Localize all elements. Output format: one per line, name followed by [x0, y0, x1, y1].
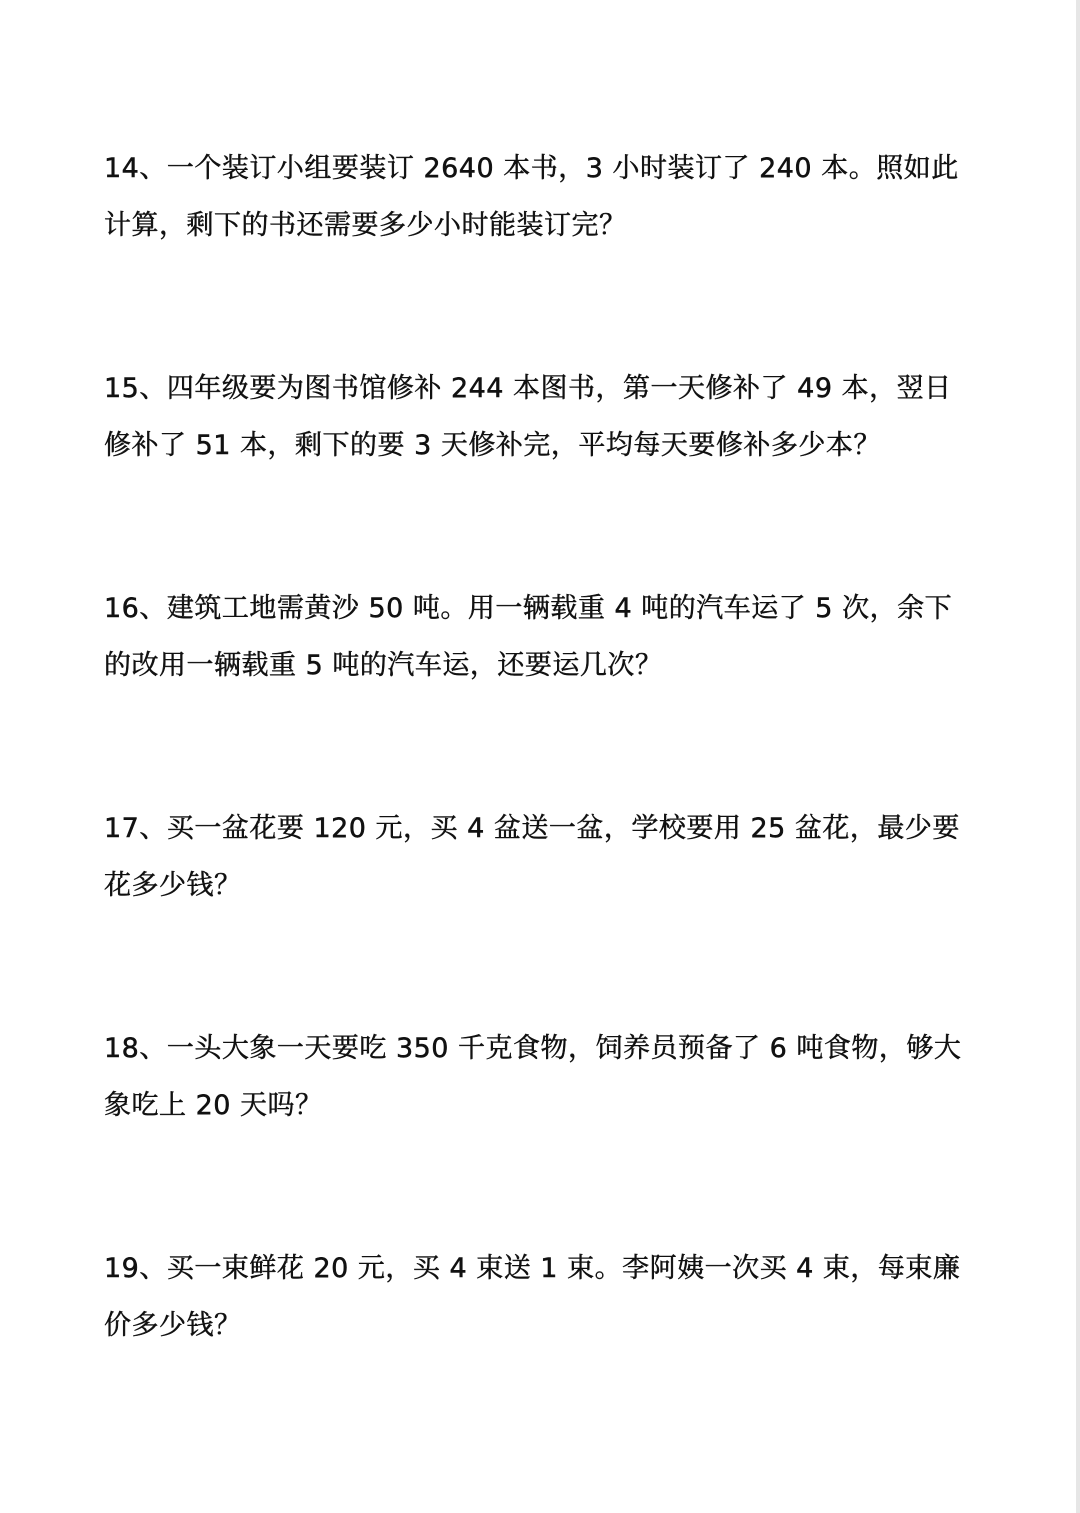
problem-19: 19、买一束鲜花 20 元，买 4 束送 1 束。李阿姨一次买 4 束，每束廉价多少钱？: [104, 1253, 961, 1341]
problem-17: 17、买一盆花要 120 元，买 4 盆送一盆，学校要用 25 盆花，最少要花多少钱？: [104, 813, 960, 901]
problem-16: 16、建筑工地需黄沙 50 吨。用一辆载重 4 吨的汽车运了 5 次，余下的改用一辆载重 5 吨的汽车运，还要运几次？: [104, 593, 953, 681]
problem-15: 15、四年级要为图书馆修补 244 本图书，第一天修补了 49 本，翌日修补了 51 本，剩下的要 3 天修补完，平均每天要修补多少本？: [104, 373, 952, 461]
problem-14: 14、一个装订小组要装订 2640 本书，3 小时装订了 240 本。照如此计算，剩下的书还需要多少小时能装订完？: [104, 153, 959, 241]
worksheet: [104, 140, 964, 1354]
page-edge: [1076, 0, 1080, 1513]
problem-18: 18、一头大象一天要吃 350 千克食物，饲养员预备了 6 吨食物，够大象吃上 20 天吗？: [104, 1033, 962, 1121]
